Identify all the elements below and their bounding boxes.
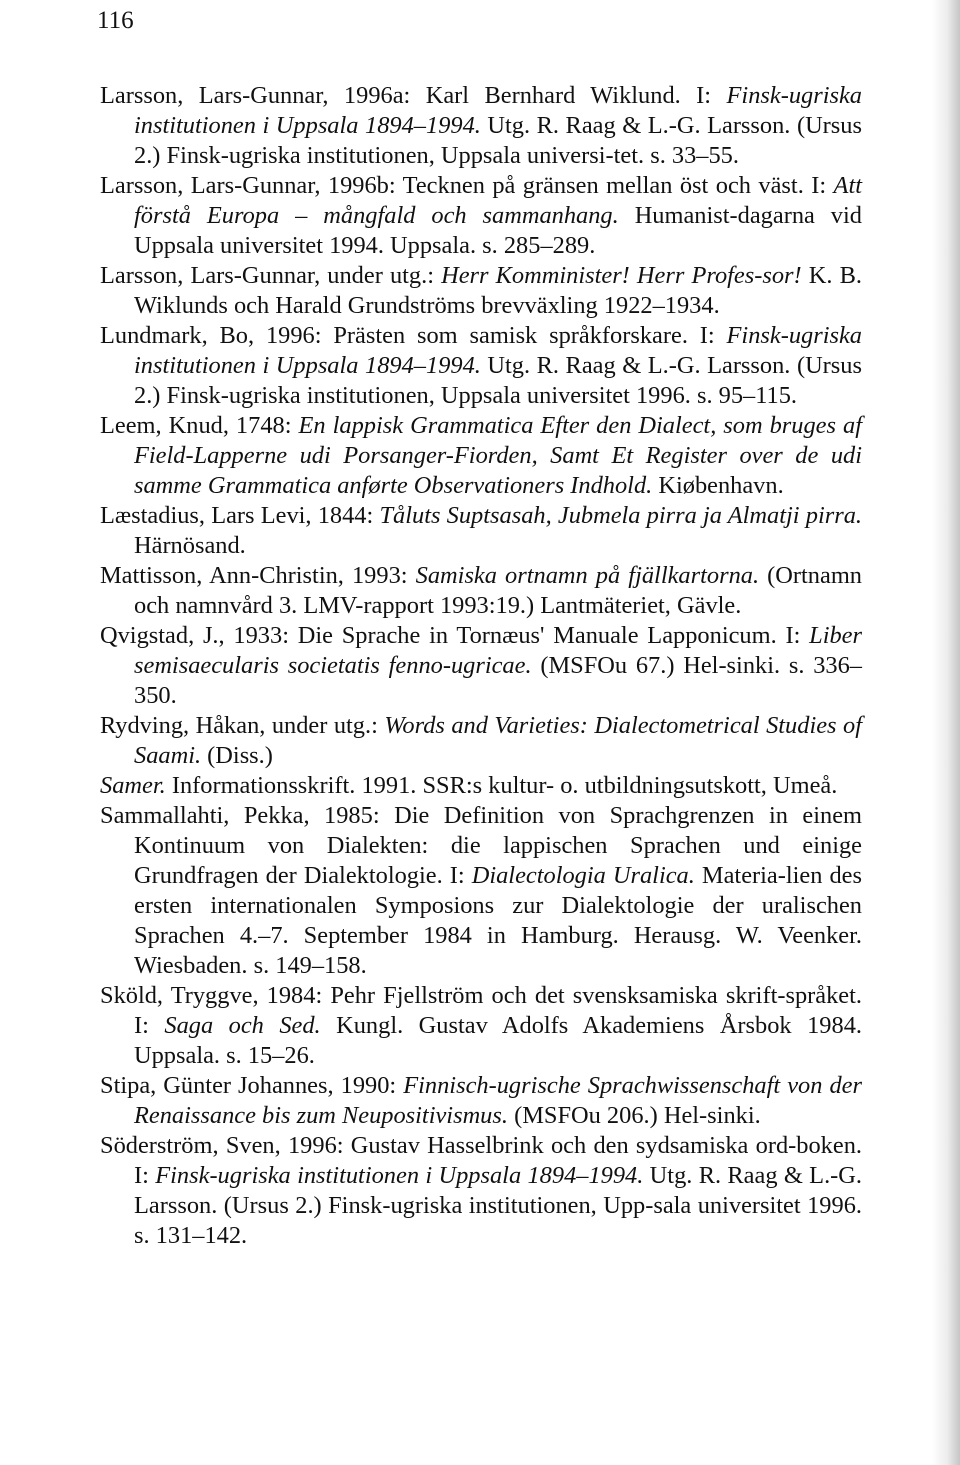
entry-text: Sköld, Tryggve, 1984: Pehr Fjellström och det svensksamiska skrift-språket. I: bbox=[100, 982, 862, 1039]
bibliography-entry bbox=[100, 501, 862, 561]
bibliography-entry bbox=[100, 981, 862, 1071]
entry-title-italic: Finsk-ugriska institutionen i Uppsala 1894–1994. bbox=[155, 1162, 644, 1189]
entry-title-italic: Finnisch-ugrische Sprachwissenschaft von der Renaissance bis zum Neupositivismus. bbox=[134, 1072, 862, 1129]
bibliography-entry bbox=[100, 1131, 862, 1251]
entry-text: Utg. R. Raag & L.-G. Larsson. (Ursus 2.) Finsk-ugriska institutionen, Uppsala universitet 1996. s. 95–115. bbox=[134, 352, 862, 409]
entry-text: Sammallahti, Pekka, 1985: Die Definition von Sprachgrenzen in einem Kontinuum von Dialekten: die lappischen Sprachen und einige Grundfragen der Dialektologie. I: bbox=[100, 802, 862, 889]
entry-title-italic: Liber semisaecularis societatis fenno-ugricae. bbox=[134, 622, 862, 679]
entry-title-italic: Tåluts Suptsasah, Jubmela pirra ja Almatji pirra. bbox=[379, 502, 862, 529]
entry-title-italic: Herr Komminister! Herr Profes-sor! bbox=[441, 262, 802, 289]
entry-text: Mattisson, Ann-Christin, 1993: bbox=[100, 562, 416, 589]
entry-title-italic: Samer. bbox=[100, 772, 166, 799]
entry-title-italic: Dialectologia Uralica. bbox=[471, 862, 695, 889]
bibliography-entry bbox=[100, 81, 862, 171]
entry-text: Kungl. Gustav Adolfs Akademiens Årsbok 1984. Uppsala. s. 15–26. bbox=[134, 1012, 862, 1069]
bibliography-entry bbox=[100, 321, 862, 411]
bibliography-entry bbox=[100, 621, 862, 711]
entry-text: Härnösand. bbox=[134, 532, 246, 559]
entry-text: (MSFOu 67.) Hel-sinki. s. 336–350. bbox=[134, 652, 863, 709]
entry-text: Larsson, Lars-Gunnar, 1996a: Karl Bernhard Wiklund. I: bbox=[100, 82, 727, 109]
entry-title-italic: Finsk-ugriska institutionen i Uppsala 1894–1994. bbox=[134, 322, 862, 379]
entry-title-italic: Finsk-ugriska institutionen i Uppsala 1894–1994. bbox=[134, 82, 862, 139]
entry-text: Rydving, Håkan, under utg.: bbox=[100, 712, 385, 739]
entry-text: K. B. Wiklunds och Harald Grundströms brevväxling 1922–1934. bbox=[134, 262, 862, 319]
entry-text: Qvigstad, J., 1933: Die Sprache in Tornæus' Manuale Lapponicum. I: bbox=[100, 622, 810, 649]
bibliography-entry bbox=[100, 561, 862, 621]
bibliography-list bbox=[100, 81, 862, 1251]
entry-title-italic: Att förstå Europa – mångfald och sammanhang. bbox=[134, 172, 862, 229]
entry-text: Utg. R. Raag & L.-G. Larsson. (Ursus 2.) Finsk-ugriska institutionen, Uppsala universi-tet. s. 33–55. bbox=[134, 112, 862, 169]
bibliography-entry bbox=[100, 171, 862, 261]
entry-text: (Diss.) bbox=[201, 742, 273, 769]
entry-text: (Ortnamn och namnvård 3. LMV-rapport 1993:19.) Lantmäteriet, Gävle. bbox=[134, 562, 862, 619]
entry-text: Læstadius, Lars Levi, 1844: bbox=[100, 502, 380, 529]
entry-title-italic: Saga och Sed. bbox=[164, 1012, 321, 1039]
entry-text: Utg. R. Raag & L.-G. Larsson. (Ursus 2.) Finsk-ugriska institutionen, Upp-sala universitet 1996. s. 131–142. bbox=[134, 1162, 863, 1249]
page-edge-shadow bbox=[932, 0, 960, 1465]
entry-text: Larsson, Lars-Gunnar, under utg.: bbox=[100, 262, 442, 289]
entry-text: Larsson, Lars-Gunnar, 1996b: Tecknen på gränsen mellan öst och väst. I: bbox=[100, 172, 834, 199]
entry-text: Kiøbenhavn. bbox=[652, 472, 784, 499]
entry-text: Leem, Knud, 1748: bbox=[100, 412, 299, 439]
page-number: 116 bbox=[97, 7, 134, 34]
bibliography-entry bbox=[100, 1071, 862, 1131]
entry-text: Informationsskrift. 1991. SSR:s kultur- o. utbildningsutskott, Umeå. bbox=[165, 772, 838, 799]
entry-text: (MSFOu 206.) Hel-sinki. bbox=[507, 1102, 761, 1129]
entry-title-italic: En lappisk Grammatica Efter den Dialect, som bruges af Field-Lapperne udi Porsanger-Fiorden, Samt Et Register over de udi samme Grammatica anførte Observationers Indhold. bbox=[134, 412, 862, 499]
bibliography-entry bbox=[100, 261, 862, 321]
entry-text: Humanist-dagarna vid Uppsala universitet 1994. Uppsala. s. 285–289. bbox=[134, 202, 862, 259]
entry-text: Materia-lien des ersten internationalen Symposions zur Dialektologie der uralischen Sprachen 4.–7. September 1984 in Hamburg. Herausg. W. Veenker. Wiesbaden. s. 149–158. bbox=[134, 862, 863, 979]
entry-title-italic: Words and Varieties: Dialectometrical Studies of Saami. bbox=[134, 712, 862, 769]
bibliography-entry bbox=[100, 771, 862, 801]
entry-text: Stipa, Günter Johannes, 1990: bbox=[100, 1072, 404, 1099]
entry-text: Lundmark, Bo, 1996: Prästen som samisk språkforskare. I: bbox=[100, 322, 727, 349]
entry-text: Söderström, Sven, 1996: Gustav Hasselbrink och den sydsamiska ord-boken. I: bbox=[100, 1132, 862, 1189]
bibliography-entry bbox=[100, 411, 862, 501]
entry-title-italic: Samiska ortnamn på fjällkartorna. bbox=[415, 562, 760, 589]
bibliography-entry bbox=[100, 801, 862, 981]
bibliography-entry bbox=[100, 711, 862, 771]
